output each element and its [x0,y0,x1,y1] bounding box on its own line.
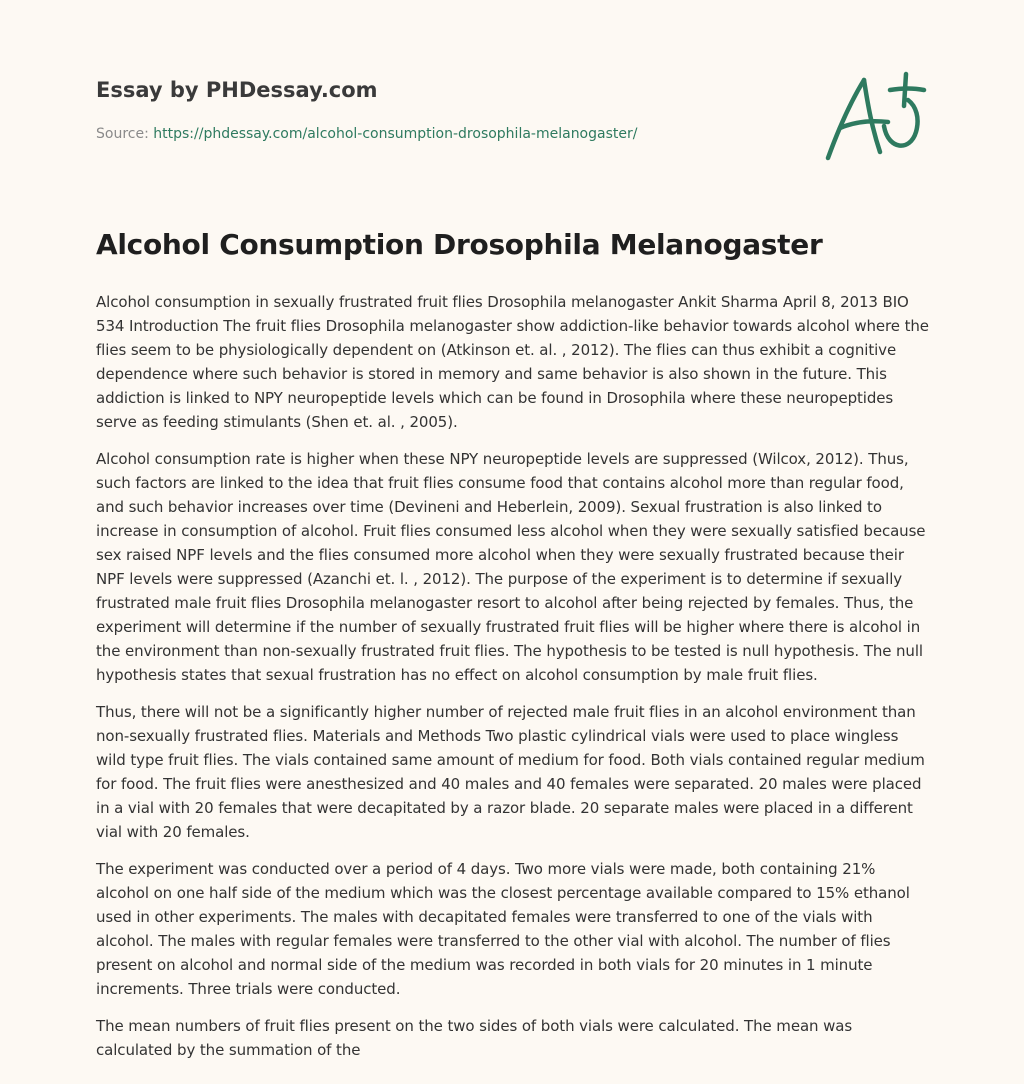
article-paragraph: The experiment was conducted over a period of 4 days. Two more vials were made, both containing 21% alcohol on one half side of the medium which was the closest percentage available compared to 15% ethanol used in other experiments. The males with decapitated females were transferred to one of the vials with alcohol. The males with regular females were transferred to the other vial with alcohol. The number of flies present on alcohol and normal side of the medium was recorded in both vials for 20 minutes in 1 minute increments. Three trials were conducted. [96,860,910,998]
article-paragraph: Alcohol consumption rate is higher when these NPY neuropeptide levels are suppressed (Wilcox, 2012). Thus, such factors are linked to the idea that fruit flies consume food that contains alcohol more than regular food, and such behavior increases over time (Devineni and Heberlein, 2009). Sexual frustration is also linked to increase in consumption of alcohol. Fruit flies consumed less alcohol when they were sexually satisfied because sex raised NPF levels and the flies consumed more alcohol when they were sexually frustrated because their NPF levels were suppressed (Azanchi et. l. , 2012). The purpose of the experiment is to determine if sexually frustrated male fruit flies Drosophila melanogaster resort to alcohol after being rejected by females. Thus, the experiment will determine if the number of sexually frustrated fruit flies will be higher where there is alcohol in the environment than non-sexually frustrated fruit flies. The hypothesis to be tested is null hypothesis. The null hypothesis states that sexual frustration has no effect on alcohol consumption by male fruit flies. [96,450,926,684]
article-paragraph: Alcohol consumption in sexually frustrated fruit flies Drosophila melanogaster Ankit Sharma April 8, 2013 BIO 534 Introduction The fruit flies Drosophila melanogaster show addiction-like behavior towards alcohol where the flies seem to be physiologically dependent on (Atkinson et. al. , 2012). The flies can thus exhibit a cognitive dependence where such behavior is stored in memory and same behavior is also shown in the future. This addiction is linked to NPY neuropeptide levels which can be found in Drosophila where these neuropeptides serve as feeding stimulants (Shen et. al. , 2005). [96,293,929,431]
article-paragraph: The mean numbers of fruit flies present on the two sides of both vials were calculated. The mean was calculated by the summation of the [96,1017,853,1059]
site-title: Essay by PHDessay.com [96,78,378,102]
a-plus-logo-icon [818,66,928,166]
article-paragraph: Thus, there will not be a significantly higher number of rejected male fruit flies in an alcohol environment than non-sexually frustrated flies. Materials and Methods Two plastic cylindrical vials were used to place wingless wild type fruit flies. The vials contained same amount of medium for food. Both vials contained regular medium for food. The fruit flies were anesthesized and 40 males and 40 females were separated. 20 males were placed in a vial with 20 females that were decapitated by a razor blade. 20 separate males were placed in a different vial with 20 females. [96,703,925,841]
header [96,76,796,144]
article [96,226,932,1075]
source-label: Source: [96,126,149,142]
source-line [96,124,796,144]
source-link[interactable]: https://phdessay.com/alcohol-consumption-drosophila-melanogaster/ [153,126,638,142]
article-title: Alcohol Consumption Drosophila Melanogaster [96,228,823,261]
